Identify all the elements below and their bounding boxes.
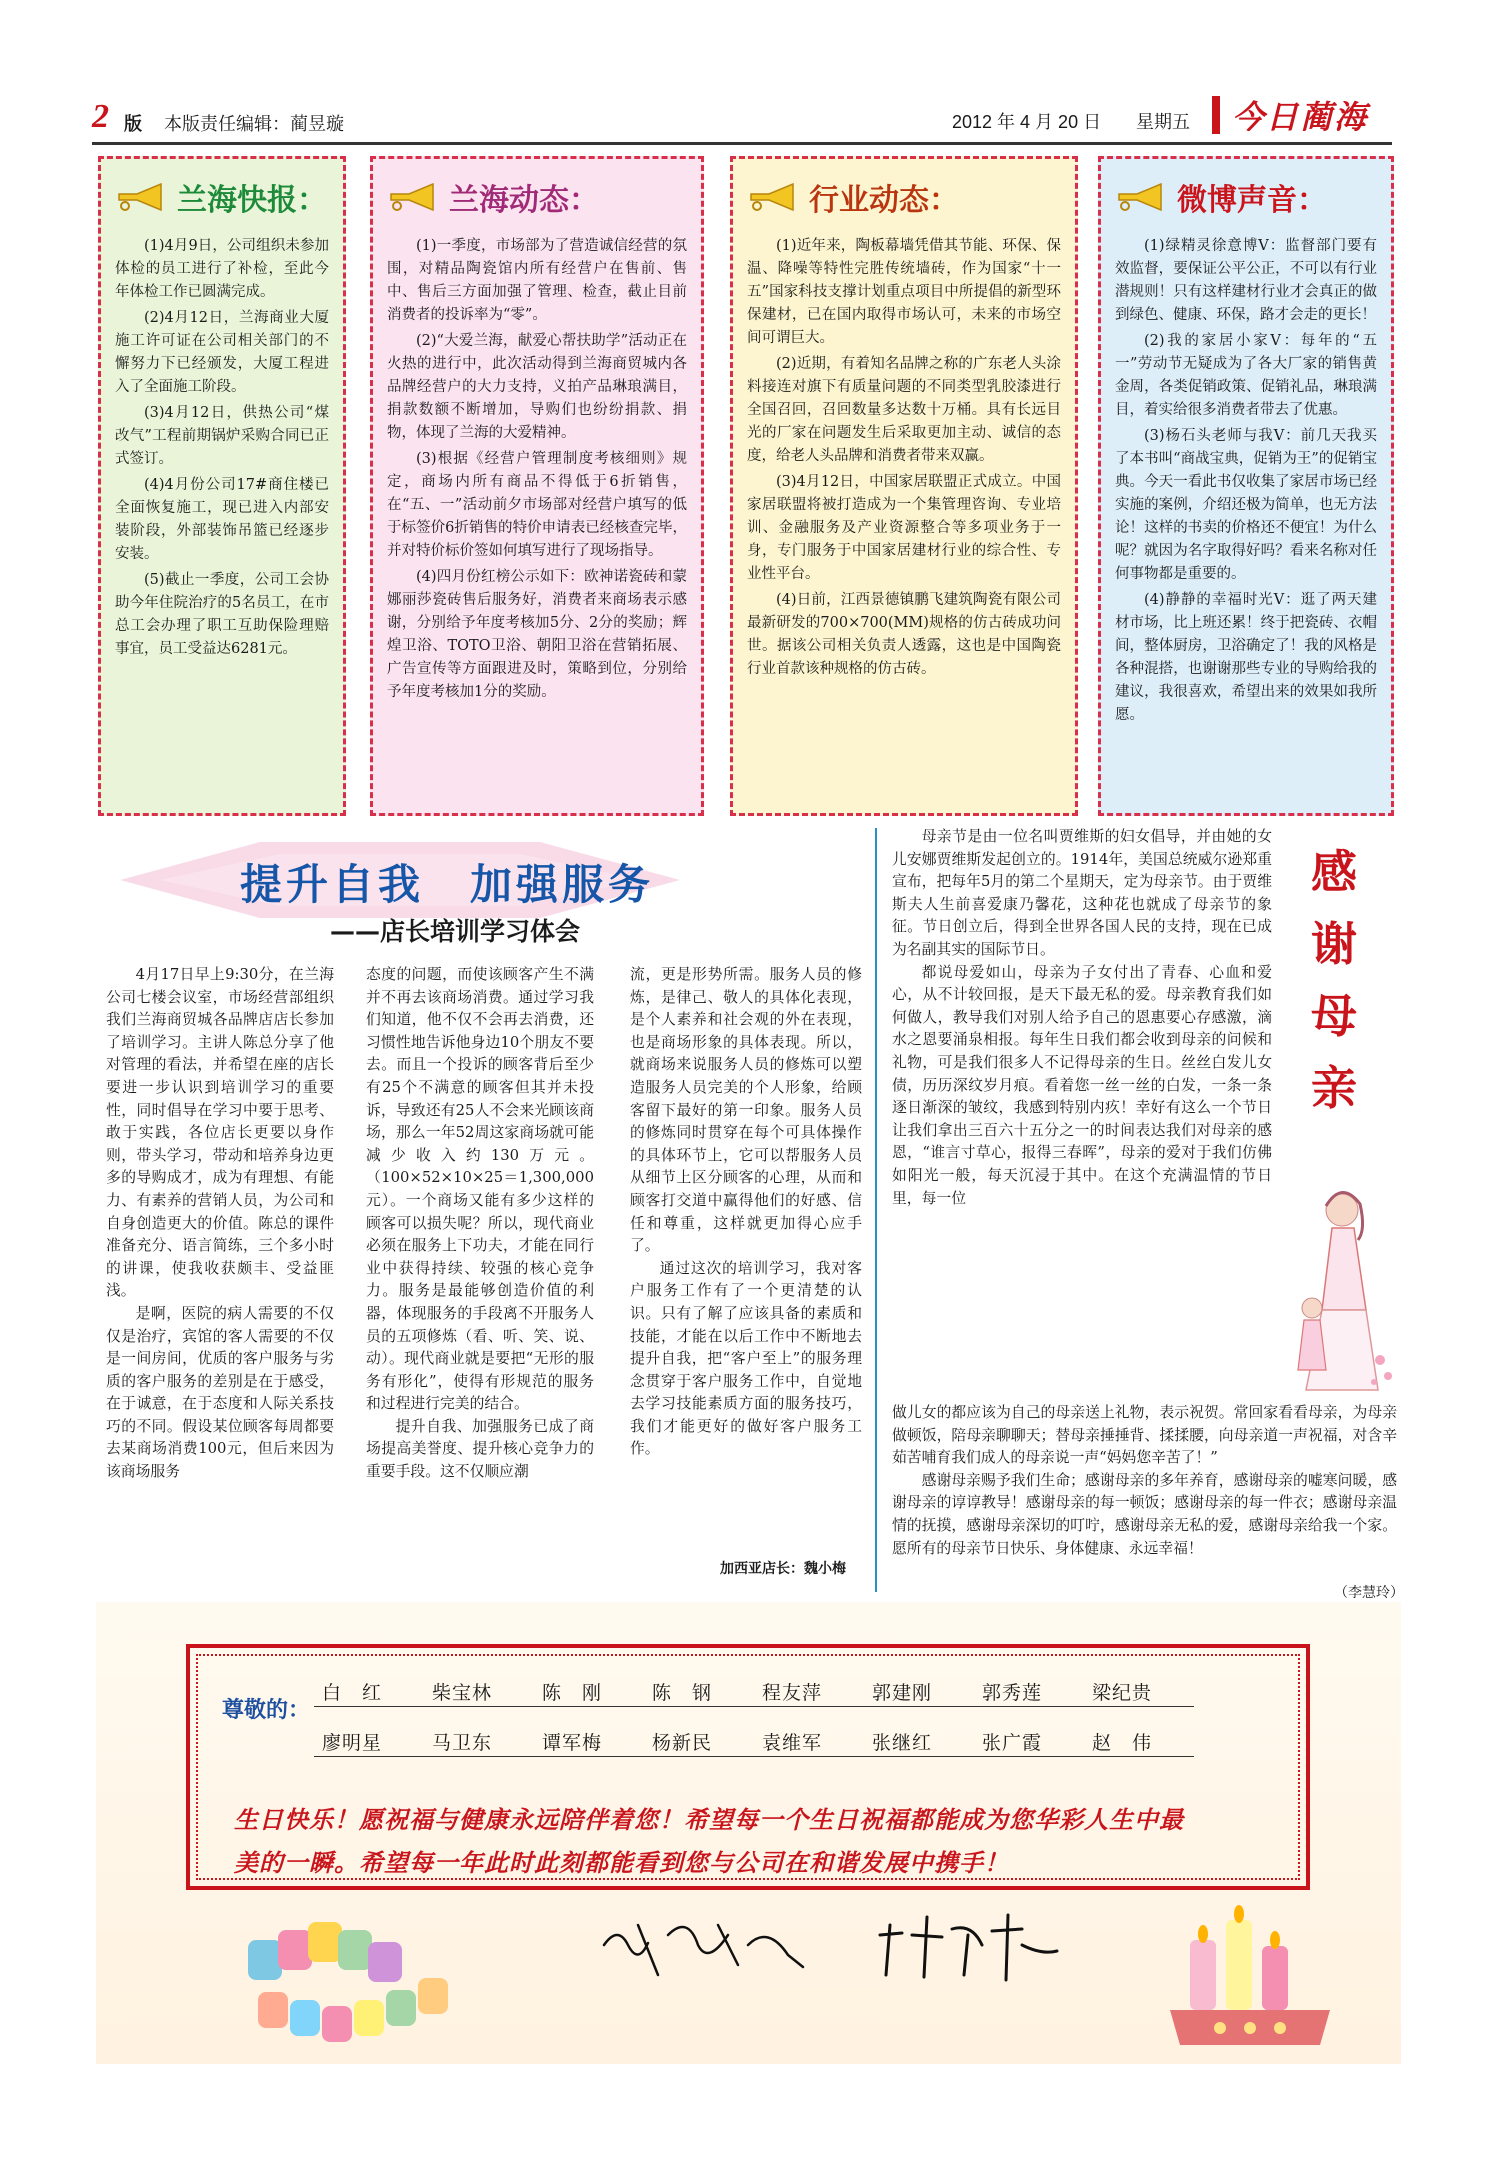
box-title: 兰海快报： (177, 183, 327, 218)
issue-weekday: 星期五 (1136, 112, 1190, 133)
news-item: (4)4月份公司17#商住楼已全面恢复施工，现已进入内部安装阶段，外部装饰吊篮已经逐步安装。 (115, 477, 329, 562)
feature-column-2 (366, 964, 594, 1484)
news-item: (3)4月12日，供热公司“煤改气”工程前期锅炉采购合同已正式签订。 (115, 405, 329, 467)
greeting-label: 尊敬的： (222, 1697, 311, 1723)
feature-column-1 (106, 964, 334, 1484)
box-body (747, 235, 1061, 681)
birthday-name: 梁纪贵 (1092, 1682, 1153, 1704)
birthday-wish-line: 美的一瞬。希望每一年此时此刻都能看到您与公司在和谐发展中携手！ (234, 1848, 1009, 1877)
news-item: (2)我的家居小家V：每年的“五一”劳动节无疑成为了各大厂家的销售黄金周，各类促销政策、促销礼品，琳琅满目，着实给很多消费者带去了优惠。 (1115, 333, 1377, 418)
header-rule (92, 142, 1392, 145)
birthday-cake-candles (1150, 1900, 1350, 2050)
news-item: (2)近期，有着知名品牌之称的广东老人头涂料接连对旗下有质量问题的不同类型乳胶漆进行全国召回，召回数量多达数十万桶。具有长远目光的厂家在问题发生后采取更加主动、诚信的态度，给老人头品牌和消费者带来双赢。 (747, 356, 1061, 464)
news-item: (3)根据《经营户管理制度考核细则》规定，商场内所有商品不得低于6折销售，在“五、一”活动前夕市场部对经营户填写的低于标签价6折销售的特价申请表已经核查完毕，并对特价标价签如何填写进行了现场指导。 (387, 451, 687, 559)
editor-credit: 本版责任编辑：蔺昱璇 (164, 114, 344, 135)
box-body (1115, 235, 1377, 727)
news-box-lanhai-dynamics (370, 156, 704, 816)
article-paragraph: 态度的问题，而使该顾客产生不满并不再去该商场消费。通过学习我们知道，他不仅不会再去消费，还习惯性地告诉他身边10个朋友不要去。而且一个投诉的顾客背后至少有25个不满意的顾客但其并未投诉，导致还有25人不会来光顾该商场，那么一年52周这家商场就可能减少收入约130万元。（100×52×10×25＝1,300,000元）。一个商场又能有多少这样的顾客可以损失呢？所以，现代商业必须在服务上下功夫，才能在同行业中获得持续、较强的核心竞争力。服务是最能够创造价值的利器，体现服务的手段离不开服务人员的五项修炼（看、听、笑、说、动）。现代商业就是要把“无形的服务有形化”，使得有形规范的服务和过程进行完美的结合。 (366, 966, 594, 1413)
article-paragraph: 都说母爱如山，母亲为子女付出了青春、心血和爱心，从不计较回报，是天下最无私的爱。母亲教育我们如何做人，教导我们对别人给予自己的恩惠要心存感激，滴水之恩要涌泉相报。每年生日我们都会收到母亲的问候和礼物，可是我们很多人不记得母亲的生日。丝丝白发儿女债，历历深纹岁月痕。看着您一丝一丝的白发，一条一条逐日渐深的皱纹，我感到特别内疚！幸好有这么一个节日让我们拿出三百六十五分之一的时间表达我们对母亲的感恩，“谁言寸草心，报得三春晖”，母亲的爱对于我们仿佛如阳光一般，每天沉浸于其中。在这个充满温情的节日里，每一位 (892, 963, 1272, 1207)
mother-article-wide (892, 1402, 1397, 1560)
birthday-name: 袁维军 (762, 1732, 823, 1754)
box-title: 兰海动态： (449, 183, 599, 218)
news-item: (4)四月份红榜公示如下：欧神诺瓷砖和蒙娜丽莎瓷砖售后服务好，消费者来商场表示感谢，分别给予年度考核加5分、2分的奖励；辉煌卫浴、TOTO卫浴、朝阳卫浴在营销拓展、广告宣传等方面跟进及时，策略到位，分别给予年度考核加1分的奖励。 (387, 569, 687, 700)
trumpet-icon (387, 182, 443, 212)
news-item: (2)“大爱兰海，献爱心帮扶助学”活动正在火热的进行中，此次活动得到兰海商贸城内各品牌经营户的大力支持，义拍产品琳琅满目，捐款数额不断增加，导购们也纷纷捐款、捐物，体现了兰海的大爱精神。 (387, 333, 687, 441)
birthday-wish-line: 生日快乐！愿祝福与健康永远陪伴着您！希望每一个生日祝福都能成为您华彩人生中最 (234, 1805, 1184, 1834)
news-item: (4)日前，江西景德镇鹏飞建筑陶瓷有限公司最新研发的700×700(MM)规格的仿古砖成功问世。据该公司相关负责人透露，这也是中国陶瓷行业首款该种规格的仿古砖。 (747, 592, 1061, 677)
news-box-industry (730, 156, 1078, 816)
page-label: 版 (124, 114, 142, 135)
title-char: 母 (1311, 989, 1357, 1043)
article-paragraph: 是啊，医院的病人需要的不仅仅是治疗，宾馆的客人需要的不仅是一间房间，优质的客户服务与劣质的客户服务的差别是在于感受，在于诚意，在于态度和人际关系技巧的不同。假设某位顾客每周都要去某商场消费100元，但后来因为该商场服务 (106, 1304, 334, 1481)
feature-byline: 加西亚店长：魏小梅 (720, 1561, 846, 1577)
birthday-name: 廖明星 (322, 1732, 383, 1754)
article-paragraph: 母亲节是由一位名叫贾维斯的妇女倡导，并由她的女儿安娜贾维斯发起创立的。1914年，美国总统威尔逊郑重宣布，把每年5月的第二个星期天，定为母亲节。由于贾维斯夫人生前喜爱康乃馨花，这种花也就成了母亲节的象征。节日创立后，得到全世界各国人民的支持，现在已成为名副其实的国际节日。 (892, 828, 1272, 958)
trumpet-icon (115, 182, 171, 212)
feature-column-3 (630, 964, 862, 1461)
news-item: (3)4月12日，中国家居联盟正式成立。中国家居联盟将被打造成为一个集管理咨询、专业培训、金融服务及产业资源整合等多项业务于一身，专门服务于中国家居建材行业的综合性、专业性平台。 (747, 474, 1061, 582)
title-char: 谢 (1311, 917, 1357, 971)
column-divider (875, 828, 877, 1592)
masthead-logo: 今日蔺海 (1232, 98, 1369, 136)
box-header (1115, 169, 1377, 225)
news-item: (1)一季度，市场部为了营造诚信经营的氛围，对精品陶瓷馆内所有经营户在售前、售中、售后三方面加强了管理、检查，截止目前消费者的投诉率为“零”。 (387, 238, 687, 323)
trumpet-icon (1115, 182, 1171, 212)
box-header (387, 169, 687, 225)
news-box-lanhai-express (98, 156, 346, 816)
box-header (115, 169, 329, 225)
article-paragraph: 4月17日早上9:30分，在兰海公司七楼会议室，市场经营部组织我们兰海商贸城各品牌店店长参加了培训学习。主讲人陈总分享了他对管理的看法，并希望在座的店长要进一步认识到培训学习的重要性，同时倡导在学习中要于思考、敢于实践，各位店长更要以身作则，带头学习，带动和培养身边更多的导购成才，成为有理想、有能力、有素养的营销人员，为公司和自身创造更大的价值。陈总的课件准备充分、语言简练，三个多小时的讲课，使我收获颇丰、受益匪浅。 (106, 966, 334, 1300)
article-paragraph: 流，更是形势所需。服务人员的修炼，是律己、敬人的具体化表现，是个人素养和社会观的外在表现，也是商场形象的具体表现。所以，就商场来说服务人员的修炼可以塑造服务人员完美的个人形象，给顾客留下最好的第一印象。服务人员的修炼同时贯穿在每个可具体操作的具体环节上，它可以帮服务人员从细节上区分顾客的心理，从而和顾客打交道中赢得他们的好感、信任和尊重，这样就更加得心应手了。 (630, 966, 862, 1255)
birthday-names-row-1 (322, 1678, 1202, 1705)
birthday-name: 马卫东 (432, 1732, 493, 1754)
birthday-name: 程友萍 (762, 1682, 823, 1704)
birthday-name: 谭军梅 (542, 1732, 603, 1754)
name-underline (314, 1756, 1194, 1757)
birthday-name: 柴宝林 (432, 1682, 493, 1704)
mother-article-narrow (892, 826, 1272, 1210)
news-item: (3)杨石头老师与我V：前几天我买了本书叫“商战宝典，促销为王”的促销宝典。今天一看此书仅收集了家居市场已经实施的案例，介绍还极为简单，也无方法论！这样的书卖的价格还不便宜！为什么呢？就因为名字取得好吗？看来名称对任何事物都是重要的。 (1115, 428, 1377, 582)
signature-2 (872, 1905, 1062, 1985)
article-paragraph: 通过这次的培训学习，我对客户服务工作有了一个更清楚的认识。只有了解了应该具备的素质和技能，才能在以后工作中不断地去提升自我，把“客户至上”的服务理念贯穿于客户服务工作中，自觉地去学习技能素质方面的服务技巧，我们才能更好的做好客户服务工作。 (630, 1259, 862, 1458)
happy-birthday-graphic (248, 1920, 476, 2050)
title-char: 亲 (1311, 1061, 1357, 1115)
article-paragraph: 提升自我、加强服务已成了商场提高美誉度、提升核心竞争力的重要手段。这不仅顺应潮 (366, 1417, 594, 1481)
box-title: 行业动态： (809, 183, 959, 218)
news-item: (2)4月12日，兰海商业大厦施工许可证在公司相关部门的不懈努力下已经颁发，大厦工程进入了全面施工阶段。 (115, 310, 329, 395)
feature-title: 提升自我 加强服务 (240, 860, 655, 909)
article-paragraph: 做儿女的都应该为自己的母亲送上礼物，表示祝贺。常回家看看母亲，为母亲做顿饭，陪母亲聊聊天；替母亲捶捶背、揉揉腰，向母亲道一声祝福，对含辛茹苦哺育我们成人的母亲说一声“妈妈您辛苦了！” (892, 1404, 1397, 1467)
signature-1 (598, 1905, 808, 1985)
birthday-name: 张继红 (872, 1732, 933, 1754)
trumpet-icon (747, 182, 803, 212)
news-box-weibo (1098, 156, 1394, 816)
issue-date: 2012 年 4 月 20 日 (952, 112, 1102, 132)
box-body (115, 235, 329, 661)
box-title: 微博声音： (1177, 183, 1327, 218)
mother-vertical-title (1284, 836, 1384, 1124)
birthday-name: 杨新民 (652, 1732, 713, 1754)
birthday-name: 张广霞 (982, 1732, 1043, 1754)
news-item: (5)截止一季度，公司工会协助今年住院治疗的5名员工，在市总工会办理了职工互助保险理赔事宜，员工受益达6281元。 (115, 572, 329, 657)
title-char: 感 (1311, 845, 1357, 899)
mother-child-illustration (1282, 1180, 1400, 1400)
feature-subtitle: ——店长培训学习体会 (330, 917, 581, 946)
birthday-name: 郭秀莲 (982, 1682, 1043, 1704)
birthday-name: 郭建刚 (872, 1682, 933, 1704)
news-item: (4)静静的幸福时光V：逛了两天建材市场，比上班还累！终于把瓷砖、衣帽间，整体厨房，卫浴确定了！我的风格是各种混搭，也谢谢那些专业的导购给我的建议，我很喜欢，希望出来的效果如我所愿。 (1115, 592, 1377, 723)
birthday-name: 陈 钢 (652, 1682, 713, 1704)
mother-byline: （李慧玲） (1334, 1585, 1404, 1601)
box-body (387, 235, 687, 704)
news-item: (1)4月9日，公司组织未参加体检的员工进行了补检，至此今年体检工作已圆满完成。 (115, 238, 329, 300)
news-item: (1)近年来，陶板幕墙凭借其节能、环保、保温、降噪等特性完胜传统墙砖，作为国家“十一五”国家科技支撑计划重点项目中所提倡的新型环保建材，已在国内取得市场认可，未来的市场空间可谓巨大。 (747, 238, 1061, 346)
birthday-name: 赵 伟 (1092, 1732, 1153, 1754)
birthday-name: 白 红 (322, 1682, 383, 1704)
news-item: (1)绿精灵徐意博V：监督部门要有效监督，要保证公平公正，不可以有行业潜规则！只有这样建材行业才会真正的做到绿色、健康、环保，路才会走的更长！ (1115, 238, 1377, 323)
birthday-name: 陈 刚 (542, 1682, 603, 1704)
article-paragraph: 感谢母亲赐予我们生命；感谢母亲的多年养育，感谢母亲的嘘寒问暖，感谢母亲的谆谆教导！感谢母亲的每一顿饭；感谢母亲的每一件衣；感谢母亲温情的抚摸，感谢母亲深切的叮咛，感谢母亲无私的爱，感谢母亲给我一个家。愿所有的母亲节日快乐、身体健康、永远幸福！ (892, 1471, 1397, 1557)
birthday-names-row-2 (322, 1728, 1202, 1755)
box-header (747, 169, 1061, 225)
page-number: 2 (92, 98, 109, 135)
name-underline (314, 1706, 1194, 1707)
masthead-bar (1212, 96, 1220, 134)
